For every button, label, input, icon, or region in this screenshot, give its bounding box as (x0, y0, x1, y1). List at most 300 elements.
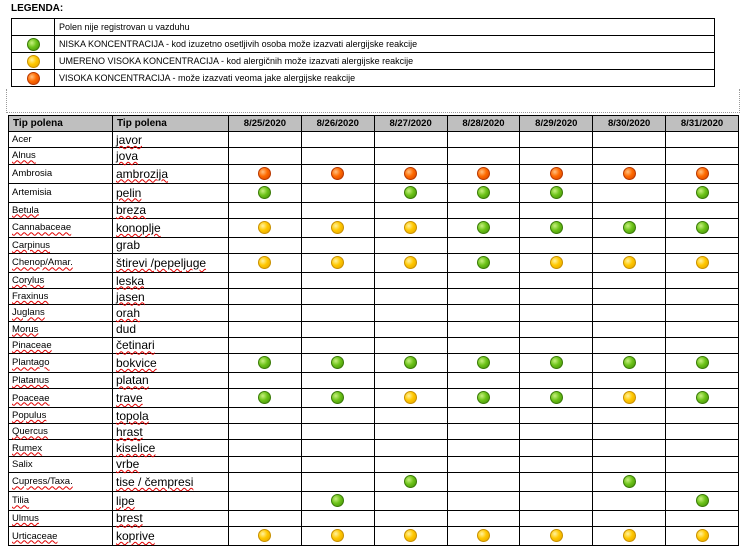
local-name: jasen (116, 289, 145, 304)
level-cell (447, 237, 520, 253)
level-cell (229, 321, 302, 337)
latin-name-cell (9, 321, 113, 337)
level-cell (593, 337, 666, 353)
yellow-circle-icon (696, 256, 709, 269)
latin-name: Poaceae (12, 392, 50, 404)
level-cell (447, 472, 520, 491)
level-cell (520, 218, 593, 237)
level-cell (520, 253, 593, 272)
level-cell (593, 218, 666, 237)
level-cell (666, 472, 739, 491)
table-row (9, 491, 739, 510)
level-cell (229, 148, 302, 164)
yellow-circle-icon (623, 256, 636, 269)
level-cell (374, 289, 447, 305)
green-circle-icon (477, 256, 490, 269)
level-cell (229, 456, 302, 472)
local-name-cell (113, 527, 229, 546)
yellow-circle-icon (404, 391, 417, 404)
local-name-cell (113, 289, 229, 305)
level-cell (374, 305, 447, 321)
legend-text: NISKA KONCENTRACIJA - kod izuzetno osetljivih osoba može izazvati alergijske reakcije (55, 36, 715, 53)
level-cell (374, 253, 447, 272)
level-cell (520, 183, 593, 202)
level-cell (447, 253, 520, 272)
level-cell (520, 164, 593, 183)
latin-name-cell (9, 372, 113, 388)
legend-marker-cell (12, 19, 55, 36)
level-cell (520, 456, 593, 472)
table-row (9, 527, 739, 546)
orange-circle-icon (27, 72, 40, 85)
latin-name: Carpinus (12, 239, 51, 251)
yellow-circle-icon (331, 221, 344, 234)
level-cell (666, 183, 739, 202)
latin-name-cell (9, 305, 113, 321)
level-cell (666, 132, 739, 148)
table-row (9, 183, 739, 202)
green-circle-icon (623, 221, 636, 234)
level-cell (447, 424, 520, 440)
latin-name: Corylus (12, 275, 45, 287)
level-cell (666, 218, 739, 237)
level-cell (447, 218, 520, 237)
level-cell (374, 527, 447, 546)
latin-name: Tilia (12, 495, 30, 507)
table-row (9, 389, 739, 408)
local-name: četinari (116, 338, 155, 353)
green-circle-icon (696, 221, 709, 234)
latin-name-cell (9, 164, 113, 183)
level-cell (229, 389, 302, 408)
level-cell (666, 253, 739, 272)
legend-row (12, 19, 715, 36)
local-name-cell (113, 372, 229, 388)
latin-name-cell (9, 337, 113, 353)
level-cell (301, 321, 374, 337)
local-name: jova (116, 148, 139, 163)
level-cell (229, 424, 302, 440)
level-cell (374, 456, 447, 472)
orange-circle-icon (623, 167, 636, 180)
header-date: 8/30/2020 (593, 116, 666, 132)
green-circle-icon (696, 356, 709, 369)
level-cell (301, 527, 374, 546)
green-circle-icon (258, 391, 271, 404)
level-cell (229, 337, 302, 353)
latin-name: Cupress/Taxa. (12, 476, 73, 488)
level-cell (666, 372, 739, 388)
green-circle-icon (404, 186, 417, 199)
legend-title: LEGENDA: (11, 3, 64, 14)
local-name: kiselice (116, 441, 156, 456)
latin-name: Plantago (12, 357, 50, 369)
level-cell (301, 305, 374, 321)
legend-table (11, 18, 715, 87)
level-cell (374, 164, 447, 183)
local-name-cell (113, 321, 229, 337)
level-cell (301, 408, 374, 424)
table-row (9, 218, 739, 237)
local-name: topola (116, 408, 149, 423)
level-cell (447, 148, 520, 164)
level-cell (447, 272, 520, 288)
level-cell (229, 527, 302, 546)
legend-text: VISOKA KONCENTRACIJA - može izazvati veoma jake alergijske reakcije (55, 70, 715, 87)
orange-circle-icon (258, 167, 271, 180)
legend-marker-cell (12, 36, 55, 53)
legend-marker-cell (12, 70, 55, 87)
level-cell (229, 253, 302, 272)
latin-name-cell (9, 183, 113, 202)
latin-name-cell (9, 289, 113, 305)
table-row (9, 472, 739, 491)
yellow-circle-icon (258, 529, 271, 542)
table-row (9, 408, 739, 424)
level-cell (229, 272, 302, 288)
table-row (9, 164, 739, 183)
green-circle-icon (404, 475, 417, 488)
level-cell (301, 272, 374, 288)
yellow-circle-icon (477, 529, 490, 542)
level-cell (229, 183, 302, 202)
level-cell (520, 424, 593, 440)
level-cell (301, 337, 374, 353)
level-cell (593, 305, 666, 321)
local-name: leska (116, 273, 145, 288)
level-cell (593, 289, 666, 305)
level-cell (374, 132, 447, 148)
level-cell (301, 237, 374, 253)
level-cell (229, 237, 302, 253)
level-cell (520, 202, 593, 218)
level-cell (447, 289, 520, 305)
local-name-cell (113, 424, 229, 440)
level-cell (374, 389, 447, 408)
table-row (9, 440, 739, 456)
level-cell (593, 472, 666, 491)
header-date: 8/25/2020 (229, 116, 302, 132)
local-name: vrbe (116, 457, 140, 472)
level-cell (593, 372, 666, 388)
local-name-cell (113, 305, 229, 321)
pollen-table (8, 115, 739, 546)
level-cell (666, 353, 739, 372)
level-cell (301, 510, 374, 526)
level-cell (229, 440, 302, 456)
table-row (9, 305, 739, 321)
latin-name: Artemisia (12, 187, 52, 199)
local-name: brest (116, 511, 143, 526)
level-cell (593, 202, 666, 218)
latin-name: Morus (12, 323, 39, 335)
level-cell (374, 183, 447, 202)
local-name-cell (113, 389, 229, 408)
local-name-cell (113, 456, 229, 472)
yellow-circle-icon (404, 221, 417, 234)
yellow-circle-icon (404, 256, 417, 269)
level-cell (520, 289, 593, 305)
green-circle-icon (258, 186, 271, 199)
local-name: grab (116, 238, 141, 253)
level-cell (593, 272, 666, 288)
level-cell (593, 237, 666, 253)
level-cell (520, 272, 593, 288)
local-name: breza (116, 203, 147, 218)
green-circle-icon (477, 186, 490, 199)
level-cell (666, 440, 739, 456)
level-cell (229, 491, 302, 510)
latin-name: Alnus (12, 150, 36, 162)
green-circle-icon (623, 356, 636, 369)
latin-name: Ambrosia (12, 168, 53, 180)
level-cell (301, 164, 374, 183)
green-circle-icon (550, 221, 563, 234)
local-name-cell (113, 472, 229, 491)
local-name-cell (113, 253, 229, 272)
level-cell (447, 164, 520, 183)
table-row (9, 253, 739, 272)
level-cell (666, 272, 739, 288)
header-date: 8/29/2020 (520, 116, 593, 132)
green-circle-icon (331, 356, 344, 369)
level-cell (374, 202, 447, 218)
level-cell (666, 289, 739, 305)
local-name: bokvice (116, 355, 157, 370)
level-cell (666, 305, 739, 321)
latin-name: Urticaceae (12, 530, 58, 542)
level-cell (447, 372, 520, 388)
level-cell (229, 510, 302, 526)
level-cell (229, 202, 302, 218)
level-cell (229, 353, 302, 372)
orange-circle-icon (404, 167, 417, 180)
header-date: 8/31/2020 (666, 116, 739, 132)
header-latin: Tip polena (9, 116, 113, 132)
level-cell (301, 132, 374, 148)
yellow-circle-icon (331, 529, 344, 542)
local-name-cell (113, 353, 229, 372)
level-cell (229, 218, 302, 237)
table-row (9, 148, 739, 164)
level-cell (301, 424, 374, 440)
dashed-separator (6, 89, 740, 113)
latin-name-cell (9, 148, 113, 164)
latin-name: Cannabaceae (12, 222, 72, 234)
level-cell (666, 491, 739, 510)
level-cell (374, 440, 447, 456)
local-name: javor (116, 132, 143, 147)
latin-name-cell (9, 472, 113, 491)
level-cell (593, 491, 666, 510)
level-cell (520, 132, 593, 148)
level-cell (593, 132, 666, 148)
level-cell (301, 491, 374, 510)
green-circle-icon (550, 356, 563, 369)
table-header-row (9, 116, 739, 132)
yellow-circle-icon (550, 256, 563, 269)
table-row (9, 132, 739, 148)
level-cell (374, 237, 447, 253)
level-cell (301, 440, 374, 456)
green-circle-icon (623, 475, 636, 488)
level-cell (301, 353, 374, 372)
level-cell (374, 337, 447, 353)
level-cell (666, 408, 739, 424)
latin-name: Platanus (12, 374, 49, 386)
level-cell (447, 440, 520, 456)
level-cell (593, 183, 666, 202)
table-row (9, 321, 739, 337)
local-name: platan (116, 373, 149, 388)
local-name-cell (113, 491, 229, 510)
green-circle-icon (696, 391, 709, 404)
local-name-cell (113, 337, 229, 353)
local-name-cell (113, 132, 229, 148)
latin-name-cell (9, 491, 113, 510)
level-cell (666, 510, 739, 526)
local-name: trave (116, 391, 143, 406)
local-name-cell (113, 440, 229, 456)
level-cell (374, 321, 447, 337)
local-name: pelin (116, 185, 142, 200)
level-cell (447, 389, 520, 408)
yellow-circle-icon (550, 529, 563, 542)
level-cell (374, 424, 447, 440)
green-circle-icon (331, 391, 344, 404)
latin-name-cell (9, 408, 113, 424)
table-row (9, 456, 739, 472)
level-cell (593, 164, 666, 183)
table-row (9, 353, 739, 372)
level-cell (666, 456, 739, 472)
green-circle-icon (550, 186, 563, 199)
level-cell (447, 321, 520, 337)
level-cell (374, 510, 447, 526)
yellow-circle-icon (258, 256, 271, 269)
table-row (9, 337, 739, 353)
level-cell (229, 164, 302, 183)
latin-name-cell (9, 237, 113, 253)
orange-circle-icon (696, 167, 709, 180)
local-name-cell (113, 183, 229, 202)
latin-name-cell (9, 272, 113, 288)
level-cell (520, 408, 593, 424)
level-cell (374, 353, 447, 372)
latin-name-cell (9, 527, 113, 546)
level-cell (666, 337, 739, 353)
level-cell (666, 527, 739, 546)
level-cell (447, 527, 520, 546)
local-name-cell (113, 237, 229, 253)
green-circle-icon (258, 356, 271, 369)
level-cell (301, 289, 374, 305)
level-cell (593, 510, 666, 526)
legend-marker-cell (12, 53, 55, 70)
latin-name: Ulmus (12, 512, 39, 524)
legend-text: UMERENO VISOKA KONCENTRACIJA - kod alergičnih može izazvati alergijske reakcije (55, 53, 715, 70)
latin-name: Quercus (12, 426, 48, 438)
latin-name-cell (9, 510, 113, 526)
level-cell (229, 289, 302, 305)
latin-name-cell (9, 218, 113, 237)
level-cell (447, 510, 520, 526)
local-name: ambrozija (116, 166, 169, 181)
level-cell (229, 132, 302, 148)
table-row (9, 202, 739, 218)
level-cell (374, 372, 447, 388)
level-cell (593, 408, 666, 424)
yellow-circle-icon (404, 529, 417, 542)
local-name: lipe (116, 493, 135, 508)
green-circle-icon (696, 494, 709, 507)
local-name-cell (113, 510, 229, 526)
level-cell (520, 527, 593, 546)
table-row (9, 372, 739, 388)
level-cell (374, 272, 447, 288)
table-row (9, 272, 739, 288)
level-cell (447, 183, 520, 202)
latin-name: Pinaceae (12, 339, 52, 351)
yellow-circle-icon (258, 221, 271, 234)
local-name-cell (113, 148, 229, 164)
level-cell (520, 510, 593, 526)
level-cell (447, 305, 520, 321)
level-cell (666, 237, 739, 253)
local-name: konoplje (116, 220, 161, 235)
green-circle-icon (331, 494, 344, 507)
level-cell (374, 408, 447, 424)
local-name: tise / čempresi (116, 474, 194, 489)
level-cell (666, 148, 739, 164)
level-cell (229, 472, 302, 491)
local-name-cell (113, 164, 229, 183)
level-cell (520, 237, 593, 253)
yellow-circle-icon (623, 391, 636, 404)
level-cell (447, 337, 520, 353)
header-date: 8/27/2020 (374, 116, 447, 132)
level-cell (447, 491, 520, 510)
level-cell (301, 183, 374, 202)
table-row (9, 424, 739, 440)
level-cell (593, 321, 666, 337)
level-cell (229, 372, 302, 388)
latin-name-cell (9, 456, 113, 472)
level-cell (593, 353, 666, 372)
local-name: hrast (116, 424, 143, 439)
level-cell (520, 389, 593, 408)
green-circle-icon (477, 356, 490, 369)
latin-name: Rumex (12, 442, 43, 454)
level-cell (374, 491, 447, 510)
orange-circle-icon (331, 167, 344, 180)
latin-name-cell (9, 440, 113, 456)
level-cell (520, 353, 593, 372)
level-cell (520, 337, 593, 353)
green-circle-icon (27, 38, 40, 51)
legend-row (12, 70, 715, 87)
yellow-circle-icon (623, 529, 636, 542)
header-date: 8/28/2020 (447, 116, 520, 132)
level-cell (593, 389, 666, 408)
legend-row (12, 53, 715, 70)
level-cell (520, 372, 593, 388)
level-cell (520, 321, 593, 337)
latin-name-cell (9, 253, 113, 272)
level-cell (374, 148, 447, 164)
level-cell (229, 408, 302, 424)
latin-name: Fraxinus (12, 291, 49, 303)
